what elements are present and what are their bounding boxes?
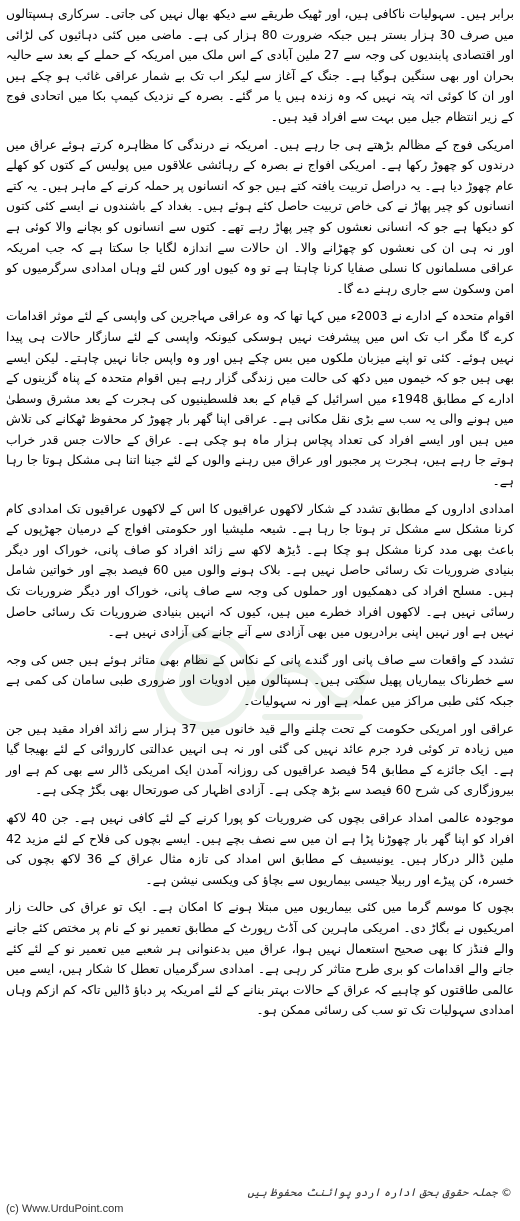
paragraph-us-army-dogs: امریکی فوج کے مظالم بڑھتے ہی جا رہے ہیں۔ امریکہ نے درندگی کا مظاہرہ کرتے ہوئے عراق میں درندوں کو چھوڑ رکھا ہے۔ امریکی افواج نے بصرہ کے رہائشی علاقوں میں پولیس کے کتوں کو کھلے عام چھوڑ دیا ہے۔ یہ دراصل تربیت یافتہ کتے ہیں جو کہ انسانوں پر حملہ کرنے کے ماہر ہیں۔ یہ کتے انسانوں کو چیر پھاڑ نے کی خاص تربیت حاصل کئے ہوئے ہیں۔ بغداد کے باشندوں نے ایسے کئی کتوں کو دیکھا ہے جو کہ انسانی نعشوں کو چیر پھاڑ رہے تھے۔ کتوں سے انسانوں کو بچانے والا کوئی ہے اور نہ ہی ان کی نعشوں کو چھڑانے والا۔ ان حالات سے اندازہ لگایا جا سکتا ہے کہ جب امریکہ عراقی مسلمانوں کا نسلی صفایا کرنا چاہتا ہے تو وہ کیوں اور کس لئے وہاں امدادی سرگرمیوں کو امن وسکون سے جاری رہنے دے گا۔: [6, 137, 514, 296]
paragraph-aid-agencies: امدادی اداروں کے مطابق تشدد کے شکار لاکھوں عراقیوں کا اس کے لاکھوں عراقیوں تک امدادی کام کرنا مشکل سے مشکل تر ہوتا جا رہا ہے۔ شیعہ ملیشیا اور حکومتی افواج کے درمیان جھڑپوں کے باعث بھی مدد کرنا مشکل ہو چکا ہے۔ ڈیڑھ لاکھ سے زائد افراد کو صاف پانی، خوراک اور دیگر بنیادی ضروریات تک رسائی حاصل نہیں ہے۔ بلاک ہونے والوں میں 60 فیصد بچے اور خواتین شامل ہیں۔ مسلح افراد کی دھمکیوں اور حملوں کی وجہ سے صاف پانی، خوراک اور دیگر ضروریات تک رسائی نہیں ہے۔ لاکھوں افراد خطرے میں ہیں، کیوں کہ انہیں بنیادی ضروریات تک رسائی حاصل نہیں ہے اور نہیں اپنی برادریوں میں بھی آزادی سے آنے جانے کی آزادی نہیں ہے۔: [6, 501, 514, 640]
paragraph-summer-corruption: بچوں کا موسم گرما میں کئی بیماریوں میں مبتلا ہونے کا امکان ہے۔ ایک تو عراق کی حالت زار امریکیوں نے بگاڑ دی۔ امریکی ماہرین کی آڈٹ رپورٹ کے مطابق تعمیر نو کے نام پر مختص کئے جانے والے فنڈز کا بھی صحیح استعمال نہیں ہوا، عراق میں بدعنوانی ہر شعبے میں تعمیر نو کے لئے کئے جانے والے اقدامات کو بری طرح متاثر کر رہی ہے۔ امدادی سرگرمیاں تعطل کا شکار ہیں، ایسے میں عالمی طاقتوں کو چاہیے کہ عراق کے حالات بہتر بنانے کے لئے امریکہ پر دباؤ ڈالیں تاکہ کم ازکم وہاں امدادی سہولیات تک تو سب کی رسائی ممکن ہو۔: [6, 900, 514, 1018]
copyright-credit: © جملہ حقوق بحق ادارہ اردو پوائنٹ محفوظ ہیں: [247, 1186, 512, 1199]
paragraph-children-aid: موجودہ عالمی امداد عراقی بچوں کی ضروریات کو پورا کرنے کے لئے کافی نہیں ہے۔ جن 40 لاکھ افراد کو اپنا گھر بار چھوڑنا پڑا ہے ان میں سے نصف بچے ہیں۔ ایسے بچوں کی فلاح کے لئے مزید 42 ملین ڈالر درکار ہیں۔ یونیسیف کے مطابق اس امداد کی تازہ مثال عراق کے 36 لاکھ بچوں کی خسرہ، کن پیڑے اور ربیلا جیسی بیماریوں سے بچاؤ کی ویکسی نیشن ہے۔: [6, 810, 515, 887]
article-body: [6, 4, 514, 1028]
paragraph-prisons-income: عراقی اور امریکی حکومت کے تحت چلنے والے قید خانوں میں 37 ہزار سے زائد افراد مقید ہیں جن میں زیادہ تر کوئی فرد جرم عائد نہیں کی گئی اور نہ ہی انہیں عدالتی کارروائی کے لئے بھیجا گیا ہے۔ ایک جائزے کے مطابق 54 فیصد عراقیوں کی روزانہ آمدن ایک امریکی ڈالر سے بھی کم ہے اور بیروزگاری کی شرح 60 فیصد سے بڑھ چکی ہے۔ آزادی اظہار کی صورتحال بھی بگڑ چکی ہے۔: [6, 721, 514, 798]
paragraph-intro-hospitals: برابر ہیں۔ سہولیات ناکافی ہیں، اور ٹھیک طریقے سے دیکھ بھال نہیں کی جاتی۔ سرکاری ہسپتالوں میں صرف 30 ہزار بستر ہیں جبکہ ضرورت 80 ہزار کی ہے۔ ماضی میں کئی دہائیوں کی لڑائی اور اقتصادی پابندیوں کی وجہ سے 27 ملین آبادی کے اس ملک میں امریکہ کے حملے کے بعد سے حالیہ بحران اور بھی سنگین ہوگیا ہے۔ جنگ کے آغاز سے لیکر اب تک بے شمار عراقی غائب ہو چکے ہیں اور ان کا کوئی اتہ پتہ نہیں کہ وہ زندہ ہیں یا مر گئے۔ بصرہ کے نزدیک کیمپ بکا میں اتحادی فوج کے زیر انتظام جیل میں بہت سے افراد قید ہیں۔: [6, 7, 514, 124]
paragraph-un-refugees: اقوام متحدہ کے ادارے نے 2003ء میں کہا تھا کہ وہ عراقی مہاجرین کی واپسی کے لئے موثر اقدامات کرے گا مگر اب تک اس میں پیشرفت نہیں ہوسکی کیونکہ واپسی کے لئے سازگار حالات ہی پیدا نہیں ہوئے۔ کئی تو اپنے میزبان ملکوں میں بس چکے ہیں اور وہ واپس جانا نہیں چاہتے۔ لیکن ایسے بھی ہیں جو کہ خیموں میں دکھ کی حالت میں زندگی گزار رہے ہیں اقوام متحدہ کے پناہ گزینوں کے ادارے کے مطابق 1948ء میں اسرائیل کے قیام کے بعد فلسطینیوں کی ہجرت کے بعد مشرق وسطیٰ میں ہونے والی یہ سب سے بڑی نقل مکانی ہے۔ عراقی اپنا گھر بار چھوڑ کر محفوظ ٹھکانے کی تلاش میں ہیں اور ایسے افراد کی تعداد پچاس ہزار ماہ ہو چکی ہے۔ عراق کے حالات جس قدر خراب ہوتے جا رہے ہیں، ہجرت پر مجبور اور عراق میں رہنے والوں کے لئے جینا اتنا ہی مشکل ہوتا جا رہا ہے۔: [6, 309, 514, 489]
paragraph-water-disease: تشدد کے واقعات سے صاف پانی اور گندے پانی کے نکاس کے نظام بھی متاثر ہوئے ہیں جس کی وجہ سے خطرناک بیماریاں پھیل سکتی ہیں۔ ہسپتالوں میں ادویات اور ضروری طبی سامان کی کمی ہے جبکہ کئی طبی مراکز میں عملہ ہے اور نہ سہولیات۔: [6, 652, 514, 708]
site-url: (c) Www.UrduPoint.com: [6, 1203, 124, 1215]
